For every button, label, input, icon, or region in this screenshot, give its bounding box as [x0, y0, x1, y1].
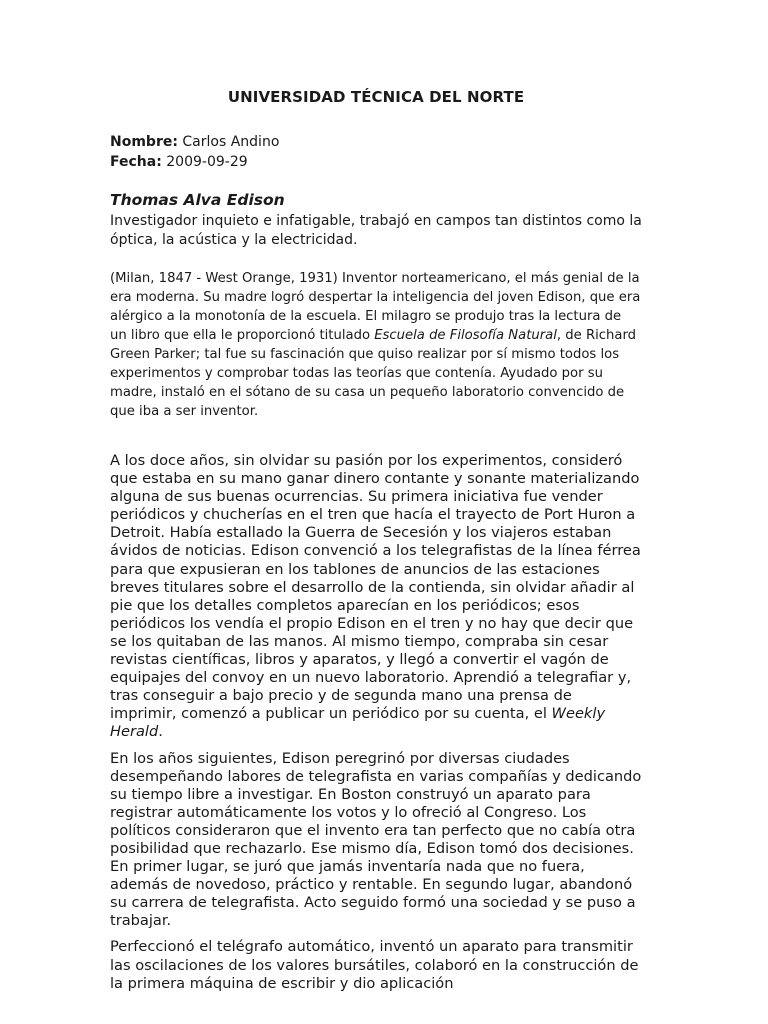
paragraph-3: En los años siguientes, Edison peregrinó por diversas ciudades desempeñando labores de telegrafista en varias compañías y dedicando su tiempo libre a investigar. En Boston construyó un aparato para registrar automáticamente los votos y lo ofreció al Congreso. Los políticos consideraron que el invento era tan perfecto que no cabía otra posibilidad que rechazarlo. Ese mismo día, Edison tomó dos decisiones. En primer lugar, se juró que jamás inventaría nada que no fuera, además de novedoso, práctico y rentable. En segundo lugar, abandonó su carrera de telegrafista. Acto seguido formó una sociedad y se puso a trabajar. — [110, 749, 642, 930]
intro-paragraph: Investigador inquieto e infatigable, trabajó en campos tan distintos como la óptica, la acústica y la electricidad. — [110, 213, 642, 248]
paragraph-2-text-a: A los doce años, sin olvidar su pasión por los experimentos, consideró que estaba en su mano ganar dinero contante y sonante materializando alguna de sus buenas ocurrencias. Su primera iniciativa fue vender periódicos y chucherías en el tren que hacía el trayecto de Port Huron a Detroit. Había estallado la Guerra de Secesión y los viajeros estaban ávidos de noticias. Edison convenció a los telegrafistas de la línea férrea para que expusieran en los tablones de anuncios de las estaciones breves titulares sobre el desarrollo de la contienda, sin olvidar añadir al pie que los detalles completos aparecían en los periódicos; esos periódicos los vendía el propio Edison en el tren y no hay que decir que se los quitaban de las manos. Al mismo tiempo, compraba sin cesar revistas científicas, libros y aparatos, y llegó a convertir el vagón de equipajes del convoy en un nuevo laboratorio. Aprendió a telegrafiar y, tras conseguir a bajo precio y de segunda mano una prensa de imprimir, comenzó a publicar un periódico por su cuenta, el — [110, 452, 641, 723]
paragraph-1-text-a: (Milan, 1847 - West Orange, 1931) Inventor norteamericano, el más genial de la era moderna. Su madre logró despertar la inteligencia del joven Edison, que era alérgico a la monotonía de la escuela. El milagro se produjo tras la lectura de un libro que ella le proporcionó titulado — [110, 271, 641, 343]
name-value: Carlos Andino — [182, 134, 280, 150]
date-value: 2009-09-29 — [166, 154, 248, 170]
name-line — [110, 132, 642, 152]
paragraph-1 — [110, 269, 642, 421]
paragraph-2-text-b: . — [158, 723, 163, 741]
date-label: Fecha: — [110, 154, 162, 170]
newspaper-title: Weekly Herald — [110, 705, 606, 741]
book-title: Escuela de Filosofía Natural — [374, 328, 557, 343]
date-line — [110, 152, 642, 172]
university-title: UNIVERSIDAD TÉCNICA DEL NORTE — [227, 88, 525, 106]
document-page — [110, 88, 642, 993]
paragraph-4: Perfeccionó el telégrafo automático, inventó un aparato para transmitir las oscilaciones de los valores bursátiles, colaboró en la construcción de la primera máquina de escribir y dio aplicación — [110, 938, 639, 992]
paragraph-2 — [110, 452, 642, 742]
document-heading: Thomas Alva Edison — [110, 191, 285, 209]
paragraph-1-text-b: , de Richard Green Parker; tal fue su fascinación que quiso realizar por sí mismo todos los experimentos y comprobar todas las teorías que contenía. Ayudado por su madre, instaló en el sótano de su casa un pequeño laboratorio convencido de que iba a ser inventor. — [110, 328, 637, 419]
name-label: Nombre: — [110, 134, 178, 150]
